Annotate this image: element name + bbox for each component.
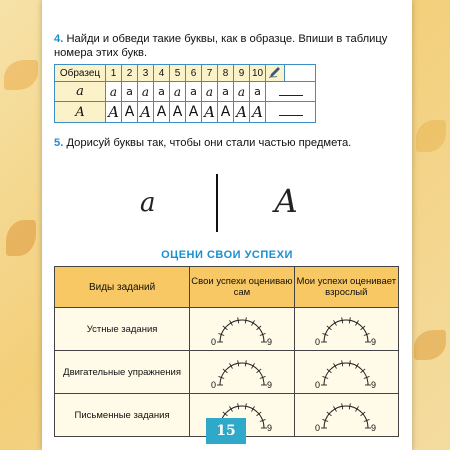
letter-cell[interactable]: а [234, 82, 250, 102]
half-letter-area[interactable] [42, 168, 412, 238]
letter-cell[interactable]: А [154, 102, 170, 123]
letter-table [54, 64, 316, 123]
letter-cell[interactable]: А [218, 102, 234, 123]
gauge-min-label: 0 [315, 337, 321, 346]
gauge-tick [350, 360, 351, 366]
workbook-page [42, 0, 412, 450]
evaluation-table [54, 266, 399, 437]
sample-lowercase-a: а [55, 82, 106, 102]
gauge-min-label: 0 [210, 337, 216, 346]
task-4-instruction [54, 32, 399, 60]
self-gauge[interactable] [190, 351, 294, 394]
gauge-arc [220, 320, 264, 342]
letter-cell[interactable]: А [106, 102, 122, 123]
gauge-arc [324, 320, 368, 342]
adult-gauge[interactable] [294, 308, 398, 351]
number-cell: 10 [250, 65, 266, 82]
letter-cell[interactable]: а [122, 82, 138, 102]
decor-leaf [6, 220, 36, 256]
pen-icon [266, 65, 285, 82]
task-5-instruction [54, 136, 399, 150]
letter-cell[interactable]: А [138, 102, 154, 123]
task-5-number: 5. [54, 137, 64, 149]
self-gauge[interactable] [190, 308, 294, 351]
letter-cell[interactable]: а [154, 82, 170, 102]
letter-cell[interactable]: а [170, 82, 186, 102]
letter-cell[interactable]: А [170, 102, 186, 123]
letter-cell[interactable]: А [234, 102, 250, 123]
gauge-tick [238, 360, 239, 366]
number-cell: 9 [234, 65, 250, 82]
letter-cell[interactable]: а [138, 82, 154, 102]
header-task-types: Виды заданий [55, 267, 190, 308]
answer-spacer [285, 65, 316, 82]
number-cell: 6 [186, 65, 202, 82]
answer-line[interactable] [266, 102, 316, 123]
decor-leaf [4, 60, 38, 90]
letter-cell[interactable]: а [186, 82, 202, 102]
answer-line[interactable] [266, 82, 316, 102]
gauge-tick [245, 317, 246, 323]
number-cell: 4 [154, 65, 170, 82]
letter-cell[interactable]: А [202, 102, 218, 123]
gauge-tick [245, 360, 246, 366]
gauge-min-label: 0 [315, 380, 321, 389]
number-cell: 1 [106, 65, 122, 82]
sample-header: Образец [55, 65, 106, 82]
letter-cell[interactable]: А [122, 102, 138, 123]
gauge-arc [324, 406, 368, 428]
decor-leaf [416, 120, 446, 152]
gauge-arc [324, 363, 368, 385]
task-4-number: 4. [54, 33, 64, 45]
letter-cell[interactable]: А [186, 102, 202, 123]
number-cell: 7 [202, 65, 218, 82]
gauge-max-label: 9 [371, 423, 377, 432]
gauge-tick [342, 360, 343, 366]
row-label: Устные задания [55, 308, 190, 351]
letter-cell[interactable]: А [250, 102, 266, 123]
letter-cell[interactable]: а [106, 82, 122, 102]
gauge-max-label: 9 [371, 337, 377, 346]
task-5-text: Дорисуй буквы так, чтобы они стали частью предмета. [66, 137, 352, 149]
row-label: Письменные задания [55, 394, 190, 437]
right-letter: А [274, 182, 299, 220]
evaluation-title: ОЦЕНИ СВОИ УСПЕХИ [161, 249, 293, 261]
header-adult-rating: Мои успехи оценивает взрослый [294, 267, 398, 308]
divider-line [216, 174, 218, 232]
gauge-max-label: 9 [266, 423, 272, 432]
task-4-text: Найди и обведи такие буквы, как в образце. Впиши в таблицу номера этих букв. [54, 33, 388, 59]
gauge-tick [350, 317, 351, 323]
gauge-tick [350, 403, 351, 409]
gauge-tick [342, 403, 343, 409]
page-number: 15 [206, 418, 246, 444]
number-cell: 5 [170, 65, 186, 82]
gauge-max-label: 9 [371, 380, 377, 389]
gauge-arc [220, 363, 264, 385]
left-letter: а [140, 188, 156, 218]
gauge-tick [342, 317, 343, 323]
letter-cell[interactable]: а [250, 82, 266, 102]
gauge-min-label: 0 [315, 423, 321, 432]
decor-leaf [414, 330, 446, 360]
gauge-max-label: 9 [266, 337, 272, 346]
number-cell: 8 [218, 65, 234, 82]
adult-gauge[interactable] [294, 351, 398, 394]
gauge-min-label: 0 [210, 380, 216, 389]
row-label: Двигательные упражнения [55, 351, 190, 394]
letter-cell[interactable]: а [202, 82, 218, 102]
gauge-tick [238, 317, 239, 323]
header-self-rating: Свои успехи оцениваю сам [190, 267, 294, 308]
gauge-tick [238, 403, 239, 409]
gauge-max-label: 9 [266, 380, 272, 389]
gauge-tick [245, 403, 246, 409]
number-cell: 3 [138, 65, 154, 82]
adult-gauge[interactable] [294, 394, 398, 437]
sample-uppercase-a: А [55, 102, 106, 123]
letter-cell[interactable]: а [218, 82, 234, 102]
number-cell: 2 [122, 65, 138, 82]
